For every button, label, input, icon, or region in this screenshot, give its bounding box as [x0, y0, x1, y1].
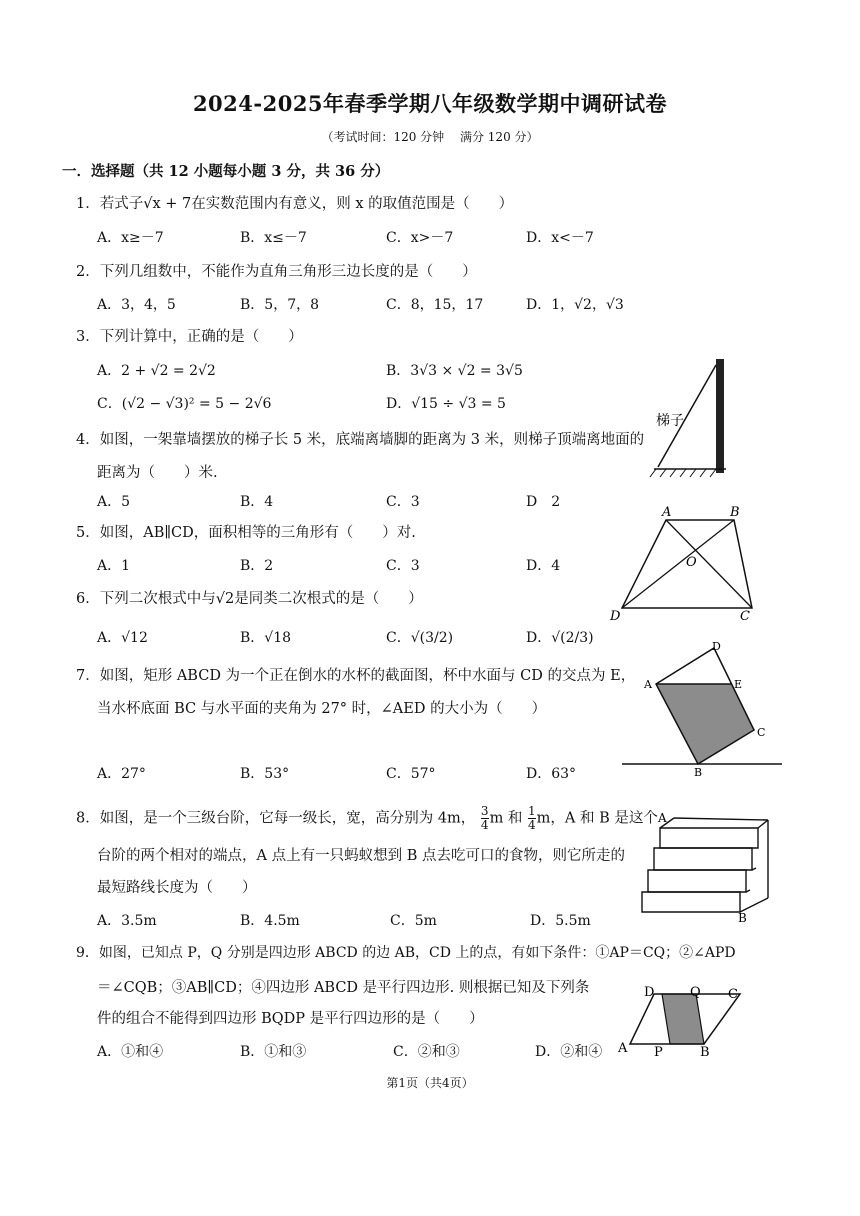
question-8-line2: 台阶的两个相对的端点，A 点上有一只蚂蚁想到 B 点去吃可口的食物，则它所走的: [97, 848, 625, 864]
page-title: 2024-2025年春季学期八年级数学期中调研试卷: [192, 91, 668, 116]
stairs-figure: [640, 811, 780, 925]
question-9-line2: ＝∠CQB；③AB∥CD；④四边形 ABCD 是平行四边形. 则根据已知及下列条: [97, 980, 590, 996]
question-4-line1: 4．如图，一架靠墙摆放的梯子长 5 米，底端离墙脚的距离为 3 米，则梯子顶端离地面的: [76, 432, 645, 448]
svg-text:C: C: [757, 726, 766, 739]
q8-option-a: A．3.5m: [97, 913, 157, 929]
question-9-line3: 件的组合不能得到四边形 BQDP 是平行四边形的是（ ）: [97, 1011, 484, 1027]
question-8-mid: m 和: [489, 810, 523, 827]
question-2: 2．下列几组数中，不能作为直角三角形三边长度的是（ ）: [76, 264, 477, 280]
q4-option-b: B．4: [240, 494, 274, 510]
q7-option-a: A．27°: [97, 766, 146, 782]
svg-text:A: A: [618, 1041, 628, 1056]
svg-text:B: B: [694, 766, 703, 779]
q6-option-d: D．√(2/3): [526, 630, 594, 646]
q2-option-a: A．3，4，5: [97, 297, 176, 313]
q7-option-c: C．57°: [386, 766, 436, 782]
question-8-line3: 最短路线长度为（ ）: [97, 880, 257, 896]
trapezoid-figure: [604, 500, 774, 625]
q1-option-c: C．x>－7: [386, 230, 454, 246]
q6-option-c: C．√(3/2): [386, 630, 454, 646]
fraction-1-4: $\frac{1}{4}$: [528, 804, 536, 832]
question-3: 3．下列计算中，正确的是（ ）: [76, 329, 303, 345]
svg-text:Q: Q: [690, 985, 701, 1000]
q7-option-d: D．63°: [526, 766, 577, 782]
q9-option-b: B．①和③: [240, 1044, 307, 1060]
svg-text:A: A: [644, 678, 652, 691]
parallelogram-figure: [614, 978, 764, 1058]
svg-text:C: C: [740, 609, 750, 624]
svg-text:D: D: [610, 609, 621, 624]
section-heading: 一．选择题（共 12 小题每小题 3 分，共 36 分）: [62, 163, 390, 180]
question-6: 6．下列二次根式中与√2是同类二次根式的是（ ）: [76, 591, 423, 607]
q7-option-b: B．53°: [240, 766, 290, 782]
q3-option-d: D．√15 ÷ √3 = 5: [386, 396, 506, 412]
page-footer: 第1页（共4页）: [386, 1076, 474, 1090]
question-8-text-b: m，A 和 B 是这个: [536, 810, 658, 827]
q9-option-d: D．②和④: [535, 1044, 603, 1060]
q4-option-c: C．3: [386, 494, 420, 510]
q9-option-a: A．①和④: [97, 1044, 164, 1060]
svg-text:B: B: [730, 505, 740, 520]
q1-option-b: B．x≤－7: [240, 230, 307, 246]
q8-option-b: B．4.5m: [240, 913, 300, 929]
q5-option-d: D．4: [526, 558, 561, 574]
question-7-line2: 当水杯底面 BC 与水平面的夹角为 27° 时，∠AED 的大小为（ ）: [97, 701, 547, 717]
question-4-line2: 距离为（ ）米.: [97, 465, 218, 481]
svg-text:A: A: [662, 505, 672, 520]
water-cup-figure: [620, 638, 785, 783]
ladder-figure: [636, 355, 736, 485]
q3-option-a: A．2 + √2 = 2√2: [97, 363, 216, 379]
q3-option-c: C．(√2 − √3)² = 5 − 2√6: [97, 396, 272, 412]
svg-text:P: P: [654, 1045, 663, 1060]
question-8-text-a: 8．如图，是一个三级台阶，它每一级长，宽，高分别为 4m，: [76, 810, 476, 827]
svg-text:D: D: [712, 640, 721, 653]
ladder-label: 梯子: [656, 413, 684, 429]
q5-option-a: A．1: [97, 558, 131, 574]
q6-option-a: A．√12: [97, 630, 148, 646]
q8-option-d: D．5.5m: [530, 913, 591, 929]
question-8-line1: [76, 805, 658, 832]
q1-option-d: D．x<－7: [526, 230, 594, 246]
q3-option-b: B．3√3 × √2 = 3√5: [386, 363, 523, 379]
q2-option-b: B．5，7，8: [240, 297, 320, 313]
q9-option-c: C．②和③: [393, 1044, 460, 1060]
question-9-line1: 9．如图，已知点 P，Q 分别是四边形 ABCD 的边 AB，CD 上的点，有如下条件：①AP＝CQ；②∠APD: [76, 945, 736, 961]
q6-option-b: B．√18: [240, 630, 292, 646]
svg-text:E: E: [734, 678, 743, 691]
q5-option-b: B．2: [240, 558, 274, 574]
q4-option-a: A．5: [97, 494, 131, 510]
q8-option-c: C．5m: [390, 913, 437, 929]
q1-option-a: A．x≥－7: [97, 230, 164, 246]
svg-text:D: D: [644, 985, 655, 1000]
svg-text:C: C: [728, 987, 738, 1002]
q2-option-d: D．1，√2，√3: [526, 297, 624, 313]
svg-text:B: B: [738, 911, 747, 925]
svg-text:A: A: [658, 811, 667, 825]
question-1: 1．若式子√x + 7在实数范围内有意义，则 x 的取值范围是（ ）: [76, 196, 514, 212]
question-5: 5．如图，AB∥CD，面积相等的三角形有（ ）对.: [76, 525, 416, 541]
q5-option-c: C．3: [386, 558, 420, 574]
svg-text:B: B: [700, 1045, 710, 1060]
exam-info: （考试时间：120 分钟 满分 120 分）: [321, 130, 539, 144]
q4-option-d: D 2: [526, 494, 561, 510]
svg-text:O: O: [686, 555, 697, 570]
question-7-line1: 7．如图，矩形 ABCD 为一个正在倒水的水杯的截面图，杯中水面与 CD 的交点为 E，: [76, 668, 636, 684]
fraction-3-4: $\frac{3}{4}$: [480, 804, 489, 832]
q2-option-c: C．8，15，17: [386, 297, 484, 313]
